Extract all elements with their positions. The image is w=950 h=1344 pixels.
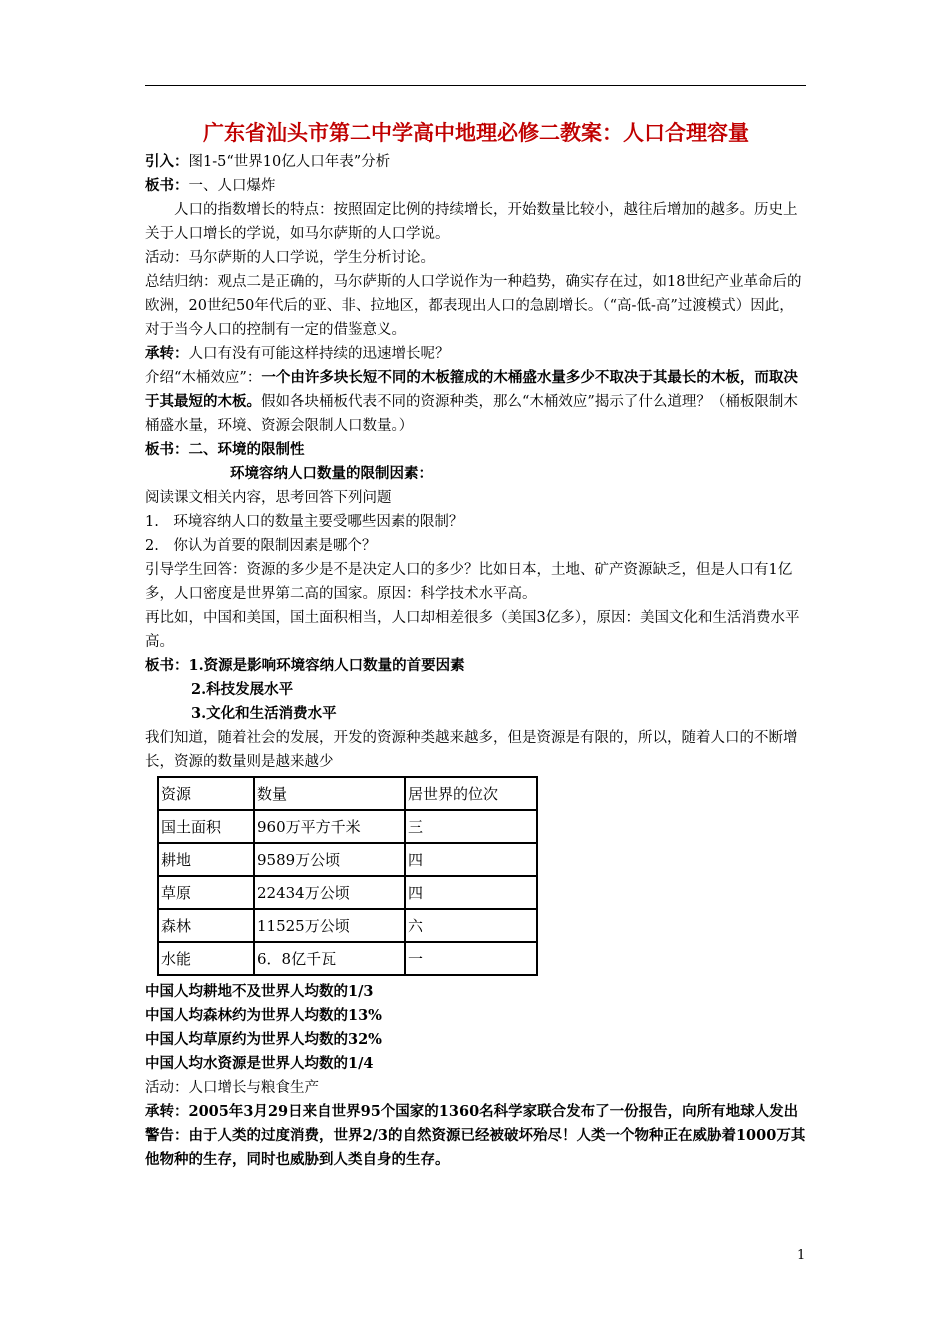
table-cell: 6．8亿千瓦 [254, 942, 405, 975]
board-line-3: 板书：1.资源是影响环境容纳人口数量的首要因素 [145, 657, 465, 674]
table-row [158, 942, 537, 975]
table-header-cell: 居世界的位次 [405, 777, 537, 810]
board-line-2: 板书：二、环境的限制性 [145, 441, 305, 458]
compare-paragraph: 再比如，中国和美国，国土面积相当，人口却相差很多（美国3亿多），原因：美国文化和生活消费水平高。 [145, 610, 800, 650]
page-number: 1 [797, 1248, 806, 1263]
table-cell: 耕地 [158, 843, 254, 876]
transition-2: 承转：2005年3月29日来自世界95个国家的1360名科学家联合发布了一份报告，向所有地球人发出警告：由于人类的过度消费，世界2/3的自然资源已经被破坏殆尽！人类一个物种正在威胁着1000万其他物种的生存，同时也威胁到人类自身的生存。 [145, 1103, 806, 1168]
table-header-cell: 数量 [254, 777, 405, 810]
table-cell: 9589万公顷 [254, 843, 405, 876]
table-cell: 国土面积 [158, 810, 254, 843]
table-cell: 水能 [158, 942, 254, 975]
resource-paragraph: 我们知道，随着社会的发展，开发的资源种类越来越多，但是资源是有限的，所以，随着人口的不断增长，资源的数量则是越来越少 [145, 730, 798, 770]
table-header-row [158, 777, 537, 810]
paragraph-exponential: 人口的指数增长的特点：按照固定比例的持续增长，开始数量比较小，越往后增加的越多。历史上关于人口增长的学说，如马尔萨斯的人口学说。 [145, 202, 798, 242]
barrel-effect-paragraph: 介绍“木桶效应”：一个由许多块长短不同的木板箍成的木桶盛水量多少不取决于其最长的木板，而取决于其最短的木板。假如各块桶板代表不同的资源种类，那么“木桶效应”揭示了什么道理？（桶板限制木桶盛水量，环境、资源会限制人口数量。） [145, 369, 798, 434]
board-item-3: 3.文化和生活消费水平 [191, 705, 337, 722]
table-cell: 960万平方千米 [254, 810, 405, 843]
subheading-limits: 环境容纳人口数量的限制因素： [230, 465, 433, 482]
table-cell: 一 [405, 942, 537, 975]
board-item-2: 2.科技发展水平 [191, 681, 294, 698]
fact-line: 中国人均草原约为世界人均数的32% [145, 1031, 382, 1048]
summary-paragraph: 总结归纳：观点二是正确的，马尔萨斯的人口学说作为一种趋势，确实存在过，如18世纪产业革命后的欧洲，20世纪50年代后的亚、非、拉地区，都表现出人口的急剧增长。（“高-低-高”过渡模式）因此，对于当今人口的控制有一定的借鉴意义。 [145, 274, 802, 338]
document-title: 广东省汕头市第二中学高中地理必修二教案：人口合理容量 [203, 120, 749, 145]
table-cell: 三 [405, 810, 537, 843]
table-row [158, 909, 537, 942]
question-1: 1. 环境容纳人口的数量主要受哪些因素的限制？ [145, 514, 464, 530]
table-cell: 六 [405, 909, 537, 942]
fact-line: 中国人均耕地不及世界人均数的1/3 [145, 983, 374, 1000]
fact-line: 中国人均水资源是世界人均数的1/4 [145, 1055, 374, 1072]
question-2: 2. 你认为首要的限制因素是哪个？ [145, 538, 377, 554]
per-capita-facts [145, 980, 807, 1076]
activity-malthus: 活动：马尔萨斯的人口学说，学生分析讨论。 [145, 250, 435, 266]
table-cell: 11525万公顷 [254, 909, 405, 942]
table-header-cell: 资源 [158, 777, 254, 810]
header-rule [145, 85, 806, 86]
table-cell: 四 [405, 876, 537, 909]
guide-paragraph: 引导学生回答：资源的多少是不是决定人口的多少？比如日本，土地、矿产资源缺乏，但是人口有1亿多，人口密度是世界第二高的国家。原因：科学技术水平高。 [145, 562, 793, 602]
board-line-1: 板书：一、人口爆炸 [145, 177, 276, 194]
reading-instruction: 阅读课文相关内容，思考回答下列问题 [145, 490, 392, 506]
resource-table [157, 776, 538, 976]
table-cell: 草原 [158, 876, 254, 909]
transition-1: 承转：人口有没有可能这样持续的迅速增长呢？ [145, 345, 450, 362]
fact-line: 中国人均森林约为世界人均数的13% [145, 1007, 382, 1024]
intro-line: 引入：图1-5“世界10亿人口年表”分析 [145, 153, 391, 170]
table-row [158, 876, 537, 909]
table-row [158, 843, 537, 876]
table-cell: 22434万公顷 [254, 876, 405, 909]
document-body [145, 118, 807, 1172]
table-row [158, 810, 537, 843]
table-cell: 森林 [158, 909, 254, 942]
activity-food: 活动：人口增长与粮食生产 [145, 1080, 319, 1096]
table-cell: 四 [405, 843, 537, 876]
